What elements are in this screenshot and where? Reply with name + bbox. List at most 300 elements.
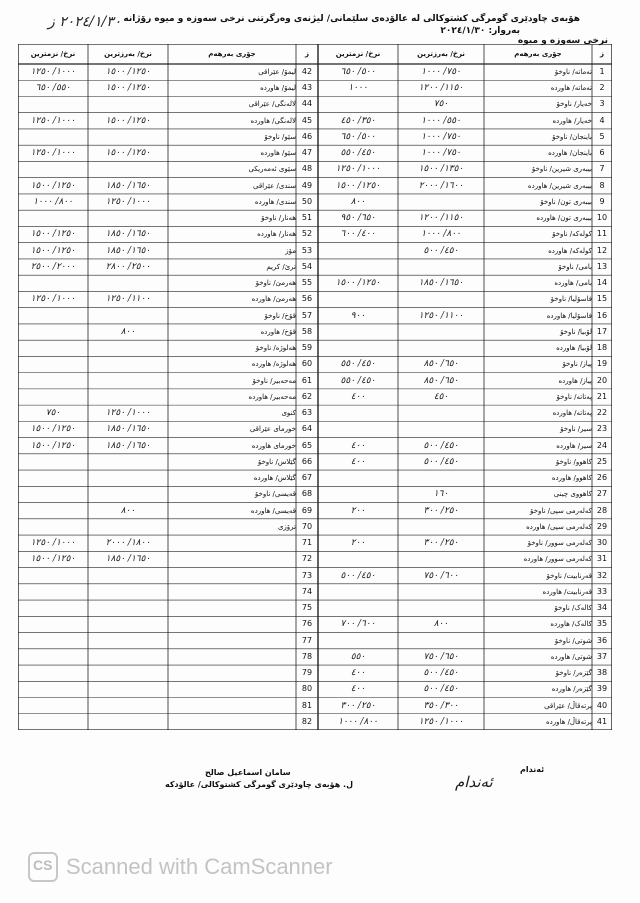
left-row-number: 57 bbox=[301, 310, 313, 320]
right-row-product: کالەک/ هاوردە bbox=[550, 620, 592, 629]
right-row-number: 41 bbox=[596, 716, 608, 726]
signer-title: ل. هۆبەی چاودێری گومرگی کشتوکالی/ عالۆدکە bbox=[165, 780, 354, 789]
right-row-max-price bbox=[398, 405, 484, 421]
left-row-product: سێو/ ناوخۆ bbox=[264, 132, 296, 141]
right-row-number: 14 bbox=[596, 278, 608, 288]
signer-name: سامان اسماعیل صالح bbox=[205, 768, 291, 777]
right-row-min-price: ٤٠٠ bbox=[350, 668, 366, 679]
right-row-product: کالەک/ ناوخۆ bbox=[554, 604, 592, 613]
right-row-min-price bbox=[318, 551, 398, 567]
handwritten-signature: ئەندام bbox=[455, 773, 493, 791]
right-row-min-price: ٤٠٠ bbox=[350, 684, 366, 695]
right-row-number: 17 bbox=[596, 326, 608, 336]
left-row-max-price bbox=[88, 454, 168, 470]
right-row-product: لۆبیا/ هاوردە bbox=[556, 344, 592, 353]
left-row-min-price bbox=[18, 161, 88, 177]
left-row-product: ترۆزی bbox=[277, 522, 296, 531]
right-row-product: پەتاتە/ ناوخۆ bbox=[556, 392, 592, 401]
right-row-max-price: ٤٥٠/ ٥٠٠ bbox=[423, 456, 459, 467]
left-header-max: نرخ/ بەرزترین bbox=[104, 50, 152, 58]
right-row-min-price bbox=[318, 243, 398, 259]
left-row-number: 43 bbox=[301, 83, 313, 93]
right-row-product: فاسۆلیا/ ناوخۆ bbox=[550, 295, 592, 304]
right-row-number: 4 bbox=[599, 115, 605, 125]
left-row-product bbox=[168, 714, 299, 730]
left-row-product: مەحەبیر/ ناوخۆ bbox=[252, 376, 296, 385]
left-row-product: سندی/ عێراقی bbox=[253, 181, 296, 190]
left-row-min-price: ١٢٥٠/ ١٥٠٠ bbox=[30, 229, 76, 240]
left-row-min-price: ١٢٥٠/ ١٥٠٠ bbox=[30, 180, 76, 191]
left-row-min-price bbox=[18, 340, 88, 356]
left-row-min-price: ١٢٥٠/ ١٥٠٠ bbox=[30, 440, 76, 451]
right-row-max-price: ٤٥٠ bbox=[433, 391, 449, 402]
left-row-product bbox=[168, 584, 299, 600]
left-row-max-price bbox=[88, 633, 168, 649]
right-row-number: 25 bbox=[596, 456, 608, 466]
right-row-product: کولەکە/ هاوردە bbox=[548, 246, 592, 255]
right-row-product: پرتەقاڵ/ عێراقی bbox=[544, 701, 592, 710]
right-row-max-price: ٣٠٠/ ٣٥٠ bbox=[423, 700, 459, 711]
right-row-min-price: ١٠٠٠/ ١٢٥٠ bbox=[335, 164, 381, 175]
right-row-max-price: ٤٥٠/ ٥٠٠ bbox=[423, 684, 459, 695]
left-row-max-price: ١١٠٠/ ١٢٥٠ bbox=[105, 294, 151, 305]
left-row-number: 68 bbox=[301, 489, 313, 499]
left-row-min-price bbox=[18, 129, 88, 145]
left-row-max-price bbox=[88, 210, 168, 226]
left-row-number: 67 bbox=[301, 473, 313, 483]
right-row-max-price: ٤٥٠/ ٥٠٠ bbox=[423, 245, 459, 256]
right-row-max-price: ١٣٥٠/ ١٥٠٠ bbox=[418, 164, 464, 175]
right-row-product: شوتی/ ناوخۆ bbox=[554, 636, 592, 645]
left-row-product: قەیسی/ هاوردە bbox=[250, 506, 296, 515]
left-row-number: 76 bbox=[301, 619, 313, 629]
left-row-min-price: ٥٥٠/ ٦٥٠ bbox=[35, 83, 71, 94]
right-row-max-price: ٥٥٠/ ١٠٠٠ bbox=[421, 115, 461, 126]
right-row-min-price bbox=[318, 470, 398, 486]
right-row-product: گێزەر/ هاوردە bbox=[551, 685, 592, 694]
right-row-max-price: ٨٠٠ bbox=[433, 619, 449, 630]
right-row-number: 26 bbox=[596, 473, 608, 483]
right-row-number: 33 bbox=[596, 586, 608, 596]
right-row-min-price: ٤٥٠/ ٥٠٠ bbox=[340, 570, 376, 581]
right-row-product: پیاز/ ناوخۆ bbox=[562, 360, 592, 369]
right-row-product: بیبەری تون/ هاوردە bbox=[536, 214, 592, 223]
left-row-min-price bbox=[18, 584, 88, 600]
left-row-number: 78 bbox=[301, 651, 313, 661]
right-row-number: 10 bbox=[596, 213, 608, 223]
right-row-max-price bbox=[398, 291, 484, 307]
right-row-max-price: ١٠٠٠/ ١٢٥٠ bbox=[418, 716, 464, 727]
left-row-min-price bbox=[18, 356, 88, 372]
right-row-max-price: ٧٥٠/ ١٠٠٠ bbox=[421, 67, 461, 77]
right-row-product: باینجان/ ناوخۆ bbox=[552, 132, 592, 141]
right-row-min-price: ٨٠٠ bbox=[350, 196, 366, 207]
right-row-product: خەیار/ ناوخۆ bbox=[556, 100, 592, 109]
right-row-max-price bbox=[398, 519, 484, 535]
left-row-product: خورمای هاوردە bbox=[251, 441, 296, 450]
left-row-max-price: ١٠٠٠/ ١٢٥٠ bbox=[105, 408, 151, 419]
left-row-min-price: ٧٥٠ bbox=[45, 408, 61, 419]
left-row-min-price bbox=[18, 503, 88, 519]
left-row-product: هەرمێ/ ناوخۆ bbox=[255, 279, 296, 288]
left-row-max-price bbox=[88, 681, 168, 697]
right-row-max-price: ٧٥٠ bbox=[433, 99, 449, 110]
left-row-max-price bbox=[88, 649, 168, 665]
left-row-product: لیمۆ/ هاوردە bbox=[260, 84, 296, 93]
left-row-number: 65 bbox=[301, 440, 313, 450]
left-row-min-price bbox=[18, 600, 88, 616]
left-row-max-price: ٢٥٠٠/ ٢٨٠٠ bbox=[105, 261, 151, 272]
left-row-max-price: ١٢٥٠/ ١٥٠٠ bbox=[105, 148, 151, 159]
right-row-product: خەیار/ هاوردە bbox=[552, 116, 592, 125]
right-row-product: پیاز/ هاوردە bbox=[558, 376, 592, 385]
right-row-product: سیر/ هاوردە bbox=[556, 441, 592, 450]
right-row-max-price bbox=[398, 551, 484, 567]
right-row-min-price: ١٢٥٠/ ١٥٠٠ bbox=[335, 278, 381, 289]
right-row-number: 39 bbox=[596, 684, 608, 694]
left-row-product bbox=[168, 551, 299, 567]
left-row-max-price: ١٢٥٠/ ١٥٠٠ bbox=[105, 115, 151, 126]
left-row-product bbox=[168, 535, 299, 551]
right-row-min-price bbox=[318, 519, 398, 535]
left-row-number: 72 bbox=[301, 554, 313, 564]
left-row-min-price bbox=[18, 373, 88, 389]
left-row-product: هەرمێ/ هاوردە bbox=[251, 295, 296, 304]
right-row-max-price bbox=[398, 324, 484, 340]
left-row-min-price bbox=[18, 616, 88, 632]
right-row-max-price bbox=[398, 600, 484, 616]
left-row-product bbox=[168, 649, 299, 665]
left-row-max-price bbox=[88, 600, 168, 616]
right-row-min-price: ٨٠٠/ ١٠٠٠ bbox=[338, 716, 378, 727]
right-row-number: 31 bbox=[596, 554, 608, 564]
left-row-number: 75 bbox=[301, 603, 313, 613]
right-row-min-price: ٢٠٠ bbox=[350, 538, 366, 549]
right-row-max-price: ٧٥٠/ ١٠٠٠ bbox=[421, 148, 461, 159]
right-row-max-price: ١١٥٠/ ١٢٠٠ bbox=[418, 213, 464, 224]
right-row-min-price: ١٢٥٠/ ١٥٠٠ bbox=[335, 180, 381, 191]
right-row-min-price: ٦٠٠/ ٧٠٠ bbox=[340, 619, 376, 630]
left-row-max-price bbox=[88, 698, 168, 714]
right-row-max-price bbox=[398, 340, 484, 356]
right-row-min-price: ٤٠٠ bbox=[350, 456, 366, 467]
left-row-min-price: ١٠٠٠/ ١٢٥٠ bbox=[30, 115, 76, 126]
left-row-number: 47 bbox=[301, 148, 313, 158]
left-row-min-price: ١٠٠٠/ ١٢٥٠ bbox=[30, 148, 76, 159]
right-row-number: 38 bbox=[596, 668, 608, 678]
left-row-max-price: ٨٠٠ bbox=[120, 326, 136, 337]
left-row-min-price: ١٠٠٠/ ١٢٥٠ bbox=[30, 294, 76, 305]
right-row-number: 19 bbox=[596, 359, 608, 369]
right-row-number: 13 bbox=[596, 261, 608, 271]
right-row-product: کاهوو/ هاوردە bbox=[551, 474, 592, 483]
right-row-number: 35 bbox=[596, 619, 608, 629]
left-row-min-price bbox=[18, 681, 88, 697]
right-header-num: ز bbox=[599, 50, 605, 58]
right-row-min-price: ٥٠٠/ ٦٥٠ bbox=[340, 67, 376, 77]
right-row-product: بیبەری شیرین/ هاوردە bbox=[527, 181, 592, 190]
right-row-min-price bbox=[318, 600, 398, 616]
left-row-max-price: ١٦٥٠/ ١٨٥٠ bbox=[105, 440, 151, 451]
right-row-number: 28 bbox=[596, 505, 608, 515]
left-row-number: 52 bbox=[301, 229, 313, 239]
left-row-number: 69 bbox=[301, 505, 313, 515]
right-row-max-price: ٦٥٠/ ٧٥٠ bbox=[423, 651, 459, 662]
right-row-product: کاهووی چینی bbox=[553, 490, 592, 499]
right-row-min-price: ٤٠٠ bbox=[350, 391, 366, 402]
left-row-min-price bbox=[18, 454, 88, 470]
right-row-min-price bbox=[318, 405, 398, 421]
left-row-min-price bbox=[18, 568, 88, 584]
left-row-number: 48 bbox=[301, 164, 313, 174]
left-row-product: هەلوژە/ ناوخۆ bbox=[255, 344, 296, 353]
right-row-min-price bbox=[318, 421, 398, 437]
left-row-min-price: ١٢٥٠/ ١٥٠٠ bbox=[30, 554, 76, 565]
left-row-product bbox=[168, 665, 299, 681]
right-row-product: بیبەری تون/ ناوخۆ bbox=[540, 197, 592, 206]
right-row-product: قەرنابیت/ ناوخۆ bbox=[546, 571, 592, 580]
right-row-min-price bbox=[318, 259, 398, 275]
document-title: هۆبەی چاودێری گومرگی کشتوکالی لە عالۆدەی سلێمانی/ لیژنەی وەرگرتنی نرخی سەوزە و میوە رۆژانە bbox=[123, 14, 580, 24]
left-row-max-price bbox=[88, 356, 168, 372]
right-row-min-price: ٣٥٠/ ٤٥٠ bbox=[340, 115, 376, 126]
left-row-max-price bbox=[88, 340, 168, 356]
right-row-number: 16 bbox=[596, 310, 608, 320]
left-row-number: 55 bbox=[301, 278, 313, 288]
right-row-min-price bbox=[318, 291, 398, 307]
right-row-product: پرتەقاڵ/ هاوردە bbox=[545, 717, 592, 726]
left-row-max-price: ١٠٠٠/ ١٢٥٠ bbox=[105, 196, 151, 207]
left-row-product: کنوی bbox=[281, 409, 296, 418]
left-row-number: 66 bbox=[301, 456, 313, 466]
left-row-number: 74 bbox=[301, 586, 313, 596]
right-row-max-price: ١٦٠٠/ ٢٠٠٠ bbox=[418, 180, 464, 191]
right-row-min-price: ٤٥٠/ ٥٥٠ bbox=[340, 148, 376, 159]
right-header-min: نرخ/ نزمترین bbox=[335, 50, 381, 58]
left-row-product: قەیسی/ ناوخۆ bbox=[254, 490, 296, 499]
right-row-max-price: ٤٥٠/ ٥٠٠ bbox=[423, 440, 459, 451]
price-table bbox=[18, 44, 612, 730]
right-row-product: کاهوو/ ناوخۆ bbox=[555, 457, 592, 466]
right-row-product: بیبەری شیرین/ ناوخۆ bbox=[531, 165, 592, 174]
right-row-product: کەلەرمی سپی/ هاوردە bbox=[526, 522, 592, 531]
right-row-min-price: ٩٠٠ bbox=[350, 310, 366, 321]
left-row-product: لالەنگی/ هاوردە bbox=[250, 116, 296, 125]
right-row-min-price: ٤٠٠ bbox=[350, 440, 366, 451]
right-row-number: 6 bbox=[599, 148, 605, 158]
right-row-product: بامی/ هاوردە bbox=[554, 279, 592, 288]
left-row-number: 80 bbox=[301, 684, 313, 694]
right-row-product: قەرنابیت/ هاوردە bbox=[542, 587, 592, 596]
left-row-number: 61 bbox=[301, 375, 313, 385]
left-row-product bbox=[168, 633, 299, 649]
right-row-max-price: ٢٥٠/ ٣٠٠ bbox=[423, 505, 459, 516]
left-row-min-price: ١٠٠٠/ ١٢٥٠ bbox=[30, 538, 76, 549]
right-row-number: 30 bbox=[596, 538, 608, 548]
right-row-number: 23 bbox=[596, 424, 608, 434]
left-row-product: قۆخ/ ناوخۆ bbox=[264, 311, 296, 320]
left-row-number: 50 bbox=[301, 196, 313, 206]
right-row-number: 15 bbox=[596, 294, 608, 304]
left-row-max-price bbox=[88, 568, 168, 584]
left-row-product: سندی/ هاوردە bbox=[254, 197, 296, 206]
left-row-min-price: ١٠٠٠/ ١٢٥٠ bbox=[30, 67, 76, 77]
right-row-product: لۆبیا/ ناوخۆ bbox=[560, 327, 592, 336]
right-row-max-price: ٦٠٠/ ٧٥٠ bbox=[423, 570, 459, 581]
left-row-number: 59 bbox=[301, 343, 313, 353]
left-row-max-price: ١٨٠٠/ ٢٠٠٠ bbox=[105, 538, 151, 549]
right-row-min-price: ٤٥٠/ ٥٥٠ bbox=[340, 375, 376, 386]
left-row-min-price bbox=[18, 324, 88, 340]
right-row-product: شوتی/ هاوردە bbox=[550, 652, 592, 661]
left-row-max-price bbox=[88, 275, 168, 291]
left-row-max-price bbox=[88, 96, 168, 112]
right-row-max-price: ١٦٥٠/ ١٨٥٠ bbox=[418, 278, 464, 289]
right-row-number: 11 bbox=[596, 229, 608, 239]
right-row-min-price bbox=[318, 486, 398, 502]
left-row-max-price bbox=[88, 308, 168, 324]
right-row-number: 32 bbox=[596, 570, 608, 580]
right-row-min-price: ٢٠٠ bbox=[350, 505, 366, 516]
member-label: ئەندام bbox=[520, 765, 545, 774]
right-row-max-price: ٢٥٠/ ٣٠٠ bbox=[423, 538, 459, 549]
right-row-min-price: ٤٠٠/ ٦٠٠ bbox=[340, 229, 376, 240]
left-row-number: 56 bbox=[301, 294, 313, 304]
left-row-product bbox=[168, 600, 299, 616]
left-row-max-price bbox=[88, 616, 168, 632]
right-row-product: پەتاتە/ هاوردە bbox=[552, 409, 592, 418]
left-header-min: نرخ/ نزمترین bbox=[30, 50, 76, 58]
left-row-min-price: ٢٠٠٠/ ٢٥٠٠ bbox=[30, 261, 76, 272]
left-row-number: 82 bbox=[301, 716, 313, 726]
left-row-min-price bbox=[18, 96, 88, 112]
right-row-max-price: ١٦٠ bbox=[433, 489, 449, 500]
right-row-min-price bbox=[318, 340, 398, 356]
right-row-number: 37 bbox=[596, 651, 608, 661]
right-row-min-price: ٥٥٠ bbox=[350, 651, 366, 662]
left-row-product: گێلاس/ هاوردە bbox=[253, 474, 296, 483]
right-row-number: 34 bbox=[596, 603, 608, 613]
left-row-max-price: ١٦٥٠/ ١٨٥٠ bbox=[105, 424, 151, 435]
left-row-number: 42 bbox=[301, 67, 313, 76]
left-row-min-price bbox=[18, 486, 88, 502]
right-row-number: 22 bbox=[596, 408, 608, 418]
left-row-number: 58 bbox=[301, 326, 313, 336]
left-row-max-price bbox=[88, 714, 168, 730]
right-row-number: 29 bbox=[596, 521, 608, 531]
right-row-max-price: ٦٥٠/ ٨٥٠ bbox=[423, 359, 459, 370]
left-row-number: 53 bbox=[301, 245, 313, 255]
right-row-max-price: ٧٥٠/ ١٠٠٠ bbox=[421, 131, 461, 142]
right-row-product: تەماتە/ ناوخۆ bbox=[554, 68, 592, 76]
left-row-min-price bbox=[18, 649, 88, 665]
right-row-max-price bbox=[398, 470, 484, 486]
left-row-product: خورمای عێراقی bbox=[249, 425, 296, 434]
right-row-min-price: ٤٥٠/ ٥٥٠ bbox=[340, 359, 376, 370]
right-row-product: باینجان/ هاوردە bbox=[548, 149, 592, 158]
left-row-product: ترێ/ کریم bbox=[266, 262, 296, 271]
left-row-product: گێلاس/ ناوخۆ bbox=[257, 457, 296, 466]
left-row-product: هەلوژە/ هاوردە bbox=[251, 360, 296, 369]
date-label: بەروار: ٢٠٢٤/١/٣٠ bbox=[440, 26, 520, 36]
left-row-product: مەحەبیر/ هاوردە bbox=[248, 392, 296, 401]
left-row-min-price: ١٢٥٠/ ١٥٠٠ bbox=[30, 245, 76, 256]
right-row-max-price: ٤٥٠/ ٥٠٠ bbox=[423, 668, 459, 679]
left-row-max-price: ١٦٥٠/ ١٨٥٠ bbox=[105, 229, 151, 240]
left-row-max-price bbox=[88, 373, 168, 389]
left-row-number: 63 bbox=[301, 408, 313, 418]
right-row-min-price: ١٠٠٠ bbox=[348, 83, 368, 94]
right-row-number: 8 bbox=[599, 180, 605, 190]
left-row-min-price bbox=[18, 470, 88, 486]
right-row-min-price bbox=[318, 584, 398, 600]
right-row-min-price: ٥٠٠/ ٦٥٠ bbox=[340, 131, 376, 142]
left-row-max-price bbox=[88, 665, 168, 681]
left-row-number: 49 bbox=[301, 180, 313, 190]
left-row-max-price bbox=[88, 161, 168, 177]
left-row-max-price bbox=[88, 486, 168, 502]
camscanner-logo-icon: CS bbox=[28, 852, 58, 882]
left-row-product: هەنار/ ناوخۆ bbox=[261, 214, 296, 223]
right-row-product: کەلەرمی سوور/ هاوردە bbox=[523, 555, 592, 564]
right-row-max-price: ٨٠٠/ ١٠٠٠ bbox=[421, 229, 461, 240]
left-row-product: لیمۆ/ عێراقی bbox=[258, 68, 296, 76]
left-row-number: 62 bbox=[301, 391, 313, 401]
left-row-product bbox=[168, 568, 299, 584]
right-row-product: سیر/ ناوخۆ bbox=[560, 425, 592, 434]
left-row-number: 79 bbox=[301, 668, 313, 678]
left-row-product bbox=[168, 698, 299, 714]
right-row-number: 36 bbox=[596, 635, 608, 645]
left-row-max-price bbox=[88, 470, 168, 486]
right-row-max-price: ١١٥٠/ ١٢٠٠ bbox=[418, 83, 464, 94]
right-row-number: 2 bbox=[599, 83, 605, 93]
left-row-max-price: ٨٠٠ bbox=[120, 505, 136, 516]
left-row-max-price: ١٦٥٠/ ١٨٥٠ bbox=[105, 245, 151, 256]
right-row-min-price bbox=[318, 633, 398, 649]
left-row-number: 64 bbox=[301, 424, 313, 434]
right-header-max: نرخ/ بەرزترین bbox=[417, 50, 465, 58]
right-row-max-price bbox=[398, 259, 484, 275]
left-row-product: سێو/ هاوردە bbox=[260, 149, 296, 158]
right-row-product: کولەکە/ ناوخۆ bbox=[552, 230, 592, 239]
left-row-min-price bbox=[18, 633, 88, 649]
left-row-product: قۆخ/ هاوردە bbox=[260, 327, 296, 336]
right-row-number: 40 bbox=[596, 700, 608, 710]
left-row-max-price: ١٦٥٠/ ١٨٥٠ bbox=[105, 554, 151, 565]
left-row-number: 73 bbox=[301, 570, 313, 580]
left-row-product bbox=[168, 616, 299, 632]
left-row-max-price bbox=[88, 389, 168, 405]
right-row-number: 24 bbox=[596, 440, 608, 450]
right-row-min-price bbox=[318, 96, 398, 112]
left-row-max-price bbox=[88, 129, 168, 145]
right-row-max-price: ١١٠٠/ ١٢٥٠ bbox=[418, 310, 464, 321]
right-row-number: 21 bbox=[596, 391, 608, 401]
right-row-product: فاسۆلیا/ هاوردە bbox=[546, 311, 592, 320]
left-row-min-price bbox=[18, 519, 88, 535]
right-row-min-price: ٦٥٠/ ٩٥٠ bbox=[340, 213, 376, 224]
left-row-number: 70 bbox=[301, 521, 313, 531]
left-row-number: 51 bbox=[301, 213, 313, 223]
right-row-max-price bbox=[398, 194, 484, 210]
left-row-max-price: ١٢٥٠/ ١٥٠٠ bbox=[105, 67, 151, 77]
left-row-max-price: ١٢٥٠/ ١٥٠٠ bbox=[105, 83, 151, 94]
left-row-min-price bbox=[18, 389, 88, 405]
right-row-product: کەلەرمی سوور/ ناوخۆ bbox=[527, 539, 592, 548]
left-row-min-price bbox=[18, 275, 88, 291]
left-row-product: مۆز bbox=[285, 246, 296, 255]
